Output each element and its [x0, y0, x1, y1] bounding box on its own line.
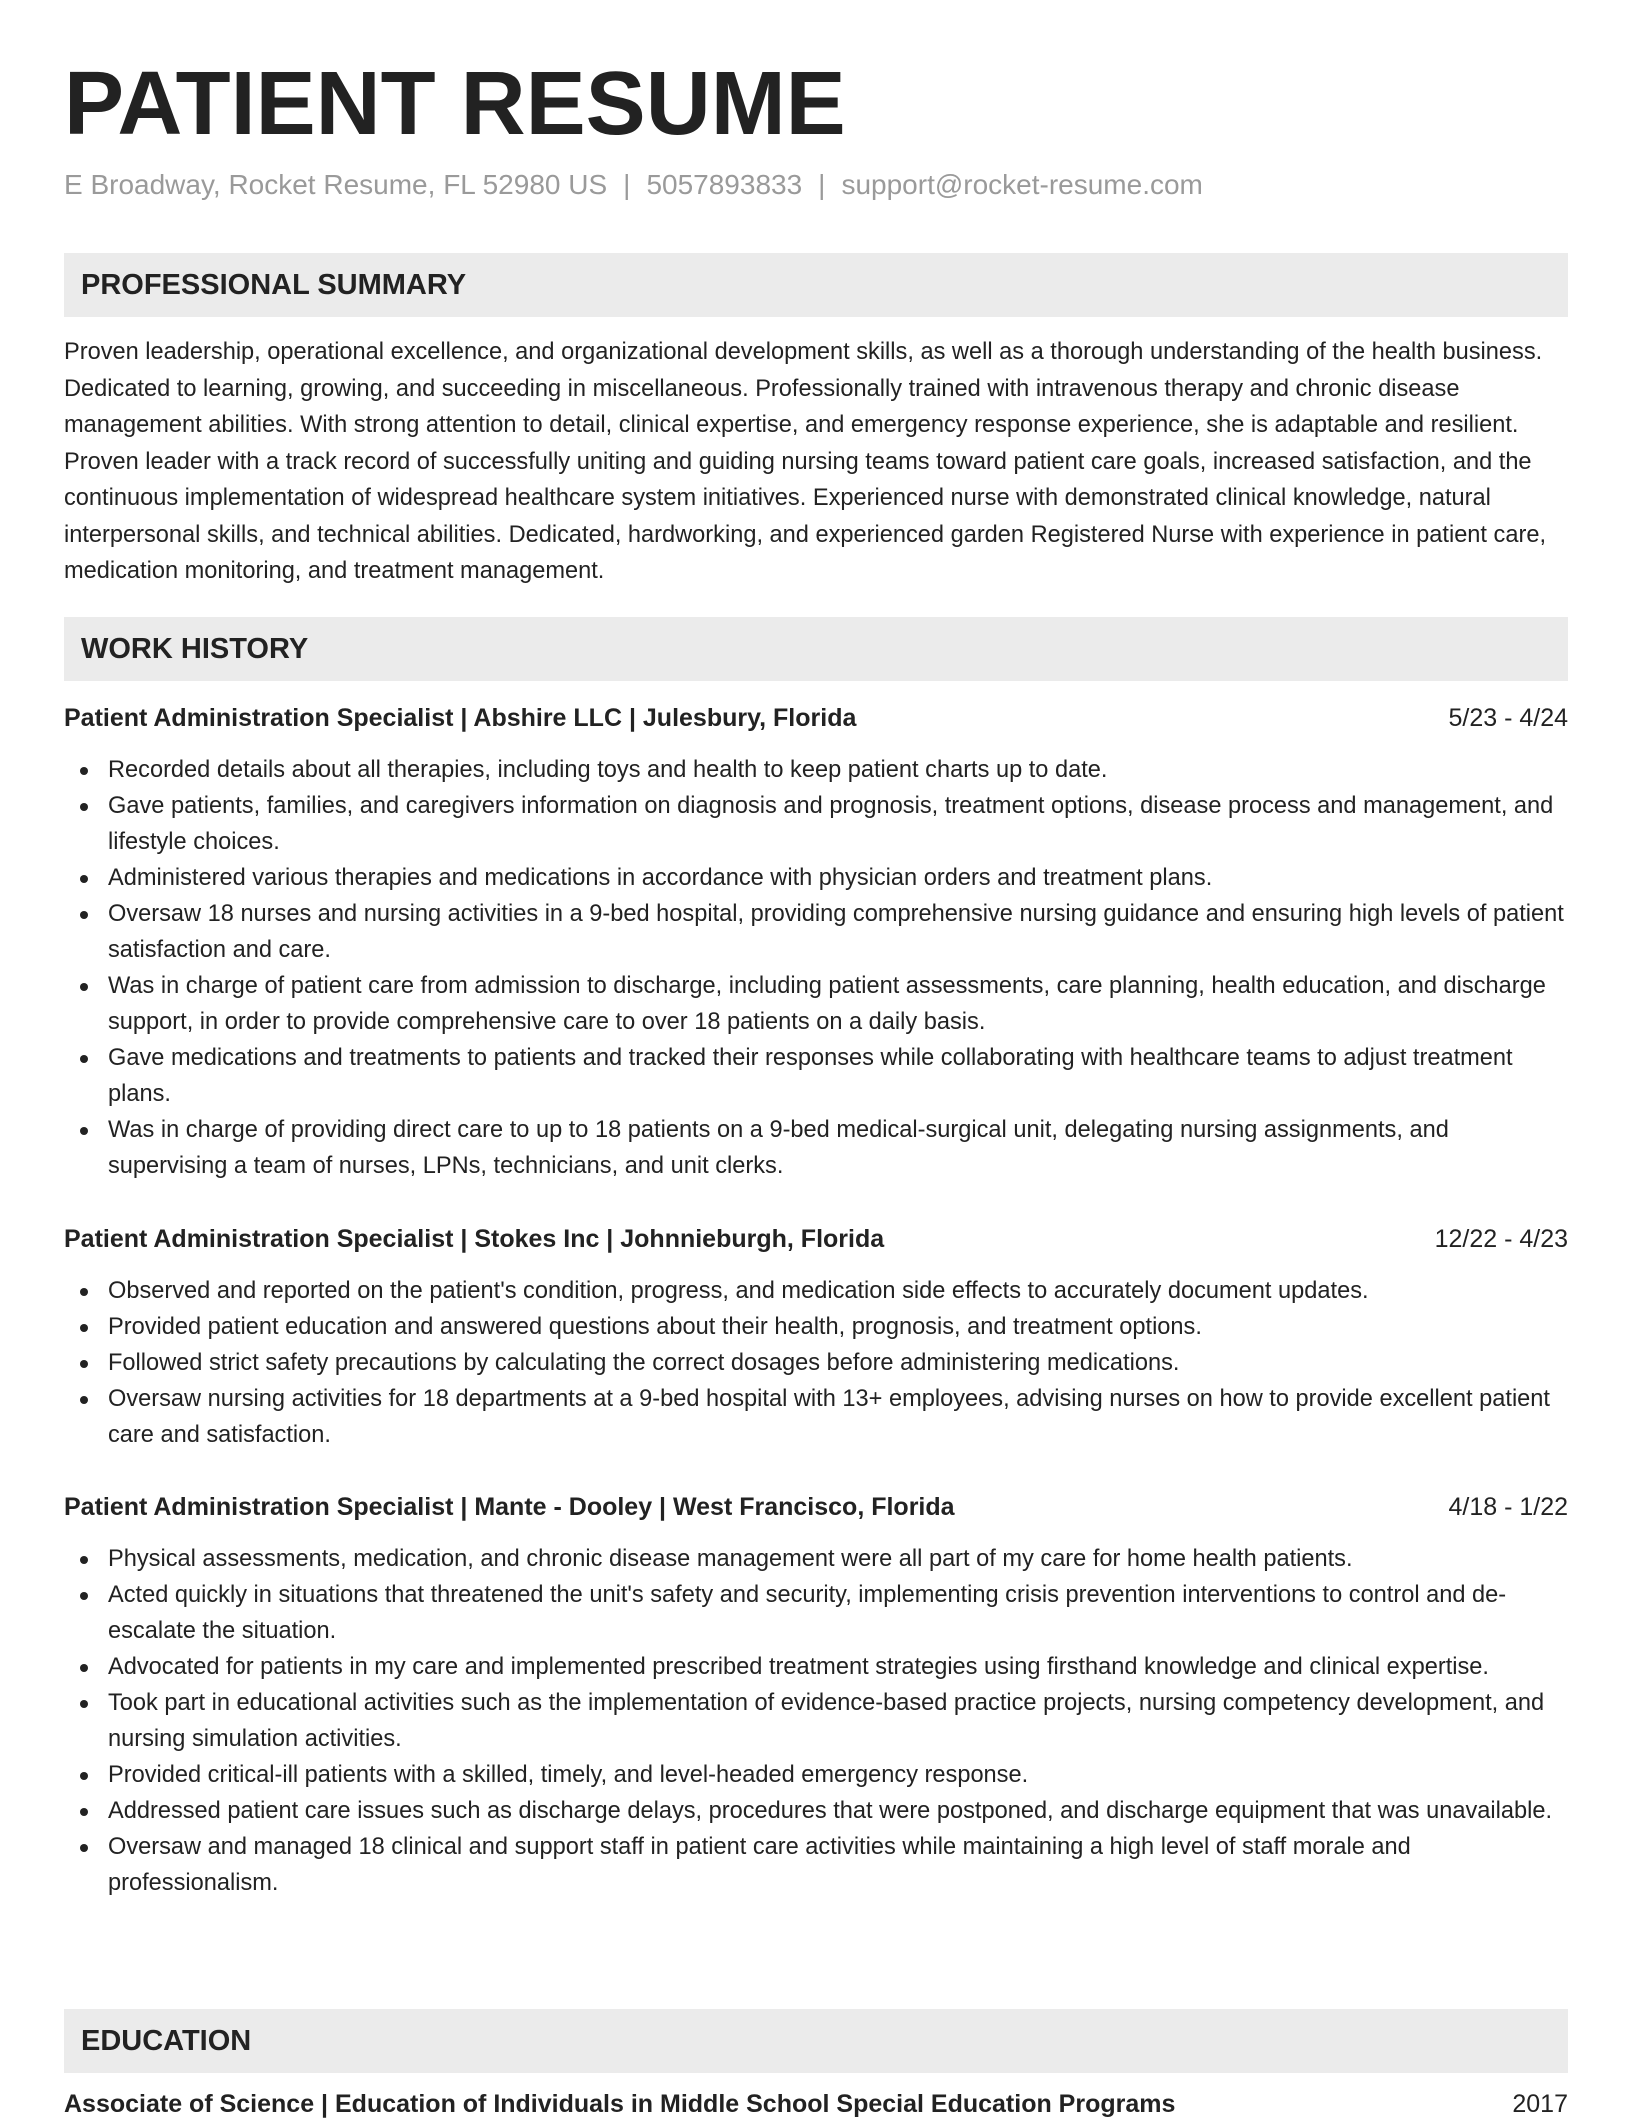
contact-phone: 5057893833: [646, 169, 803, 200]
job-dates: 12/22 - 4/23: [1434, 1225, 1568, 1253]
job-bullet: Gave medications and treatments to patients and tracked their responses while collaborating with healthcare teams to adjust treatment plans.: [64, 1040, 1568, 1112]
job-bullet-list: [64, 1541, 1568, 1901]
job-header: [64, 1221, 1568, 1257]
education-degree: Associate of Science | Education of Individuals in Middle School Special Education Programs: [64, 2090, 1176, 2118]
job-title: Patient Administration Specialist | Abshire LLC | Julesbury, Florida: [64, 704, 857, 732]
job-title: Patient Administration Specialist | Mante - Dooley | West Francisco, Florida: [64, 1493, 955, 1521]
job-bullet: Followed strict safety precautions by calculating the correct dosages before administering medications.: [64, 1345, 1568, 1381]
job-title: Patient Administration Specialist | Stokes Inc | Johnnieburgh, Florida: [64, 1225, 885, 1253]
contact-separator: |: [623, 169, 631, 200]
job-bullet: Recorded details about all therapies, including toys and health to keep patient charts up to date.: [64, 752, 1568, 788]
job-bullet: Addressed patient care issues such as discharge delays, procedures that were postponed, and discharge equipment that was unavailable.: [64, 1793, 1568, 1829]
job-bullet: Administered various therapies and medications in accordance with physician orders and treatment plans.: [64, 860, 1568, 896]
contact-separator: |: [818, 169, 826, 200]
education-header: [64, 2086, 1568, 2122]
job-bullet: Took part in educational activities such as the implementation of evidence-based practice projects, nursing competency development, and nursing simulation activities.: [64, 1685, 1568, 1757]
job-bullet: Provided critical-ill patients with a skilled, timely, and level-headed emergency response.: [64, 1757, 1568, 1793]
job-header: [64, 1489, 1568, 1525]
job-bullet-list: [64, 752, 1568, 1184]
contact-email: support@rocket-resume.com: [841, 169, 1203, 200]
education-year: 2017: [1512, 2090, 1568, 2118]
job-bullet: Acted quickly in situations that threatened the unit's safety and security, implementing crisis prevention interventions to control and de-escalate the situation.: [64, 1577, 1568, 1649]
education-entry: [64, 2086, 1568, 2122]
job-header: [64, 700, 1568, 736]
contact-address: E Broadway, Rocket Resume, FL 52980 US: [64, 169, 608, 200]
section-header-summary: PROFESSIONAL SUMMARY: [64, 253, 1568, 317]
summary-text: Proven leadership, operational excellence, and organizational development skills, as well as a thorough understanding of the health business. Dedicated to learning, growing, and succeeding in miscellaneous. Professionally trained with intravenous therapy and chronic disease management abilities. With strong attention to detail, clinical expertise, and emergency response experience, she is adaptable and resilient. Proven leader with a track record of successfully uniting and guiding nursing teams toward patient care goals, increased satisfaction, and the continuous implementation of widespread healthcare system initiatives. Experienced nurse with demonstrated clinical knowledge, natural interpersonal skills, and technical abilities. Dedicated, hardworking, and experienced garden Registered Nurse with experience in patient care, medication monitoring, and treatment management.: [64, 339, 1546, 584]
job-bullet: Was in charge of providing direct care to up to 18 patients on a 9-bed medical-surgical unit, delegating nursing assignments, and supervising a team of nurses, LPNs, technicians, and unit clerks.: [64, 1112, 1568, 1184]
job-entry: [64, 700, 1568, 1184]
job-dates: 4/18 - 1/22: [1448, 1493, 1568, 1521]
job-bullet: Physical assessments, medication, and chronic disease management were all part of my care for home health patients.: [64, 1541, 1568, 1577]
section-header-education: EDUCATION: [64, 2009, 1568, 2073]
section-header-work-history: WORK HISTORY: [64, 617, 1568, 681]
job-bullet: Gave patients, families, and caregivers information on diagnosis and prognosis, treatment options, disease process and management, and lifestyle choices.: [64, 788, 1568, 860]
job-bullet: Observed and reported on the patient's condition, progress, and medication side effects to accurately document updates.: [64, 1273, 1568, 1309]
job-entry: [64, 1489, 1568, 1901]
job-bullet: Oversaw 18 nurses and nursing activities in a 9-bed hospital, providing comprehensive nursing guidance and ensuring high levels of patient satisfaction and care.: [64, 896, 1568, 968]
job-bullet-list: [64, 1273, 1568, 1453]
job-dates: 5/23 - 4/24: [1448, 704, 1568, 732]
job-bullet: Provided patient education and answered questions about their health, prognosis, and treatment options.: [64, 1309, 1568, 1345]
job-bullet: Oversaw and managed 18 clinical and support staff in patient care activities while maintaining a high level of staff morale and professionalism.: [64, 1829, 1568, 1901]
resume-name: PATIENT RESUME: [64, 54, 846, 154]
job-bullet: Oversaw nursing activities for 18 departments at a 9-bed hospital with 13+ employees, advising nurses on how to provide excellent patient care and satisfaction.: [64, 1381, 1568, 1453]
job-bullet: Was in charge of patient care from admission to discharge, including patient assessments, care planning, health education, and discharge support, in order to provide comprehensive care to over 18 patients on a daily basis.: [64, 968, 1568, 1040]
job-bullet: Advocated for patients in my care and implemented prescribed treatment strategies using firsthand knowledge and clinical expertise.: [64, 1649, 1568, 1685]
job-entry: [64, 1221, 1568, 1453]
contact-line: [64, 165, 1203, 205]
